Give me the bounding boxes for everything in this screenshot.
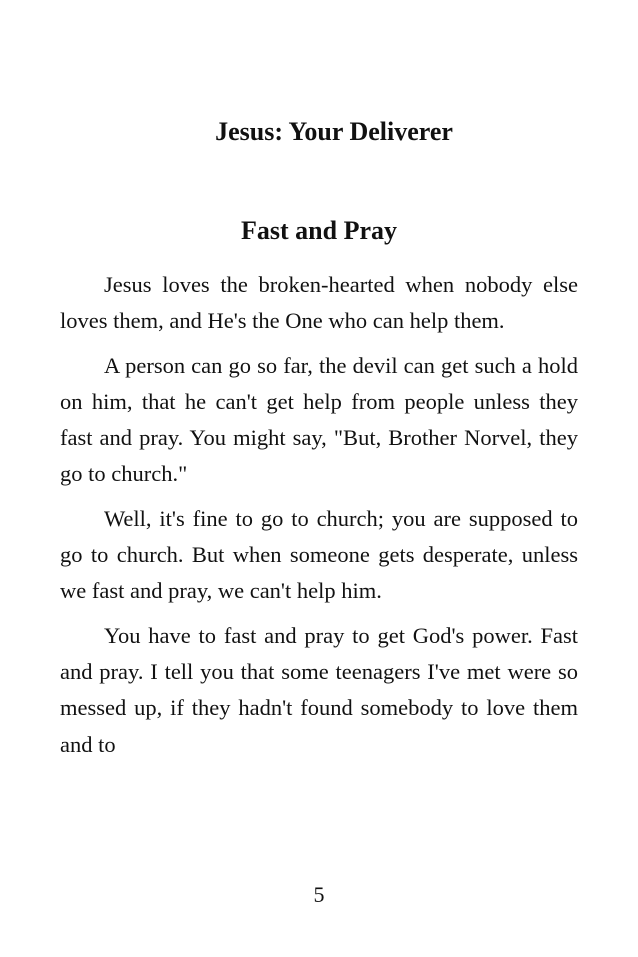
page-number: 5	[313, 882, 325, 907]
body-text	[60, 267, 578, 771]
paragraph: Well, it's fine to go to church; you are supposed to go to church. But when someone gets desperate, unless we fast and pray, we can't help him.	[60, 505, 578, 604]
paragraph: A person can go so far, the devil can get such a hold on him, that he can't get help from people unless they fast and pray. You might say, "But, Brother Norvel, they go to church."	[60, 352, 578, 487]
section-title: Fast and Pray	[241, 216, 397, 245]
paragraph: You have to fast and pray to get God's power. Fast and pray. I tell you that some teenagers I've met were so messed up, if they hadn't found somebody to love them and to	[60, 622, 578, 757]
paragraph: Jesus loves the broken-hearted when nobody else loves them, and He's the One who can help them.	[60, 272, 578, 334]
chapter-title: Jesus: Your Deliverer	[215, 117, 453, 146]
